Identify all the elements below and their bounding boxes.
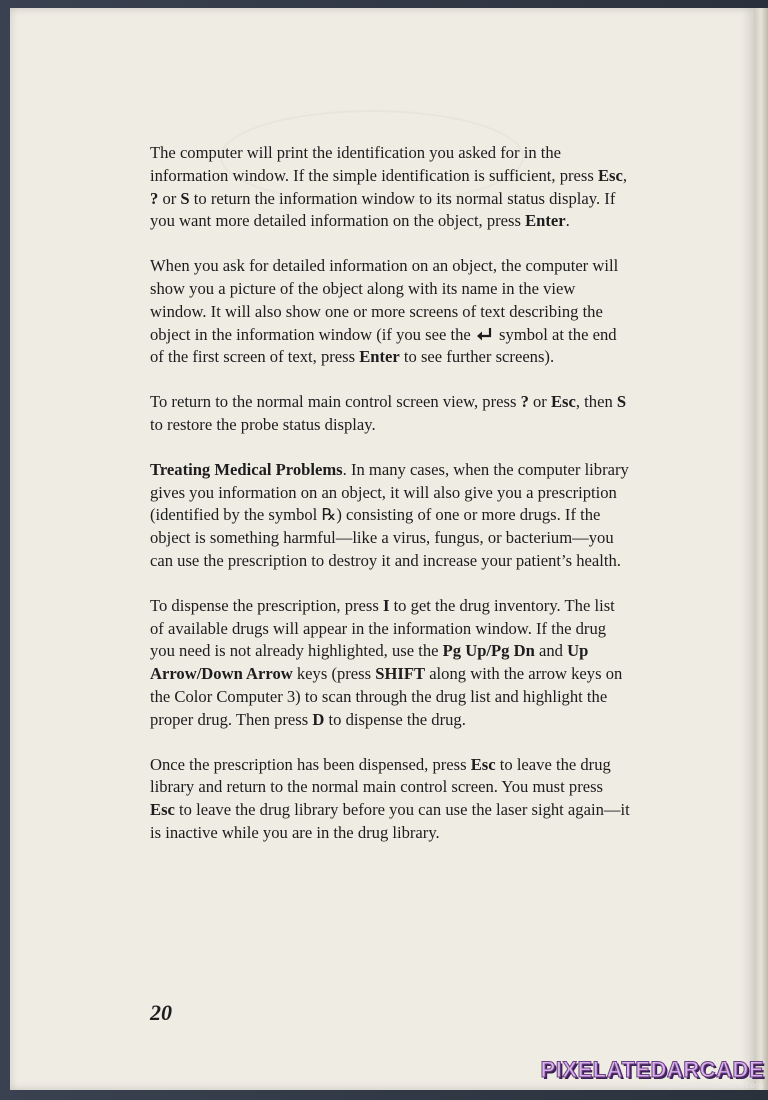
key-enter-2: Enter: [359, 347, 400, 367]
paragraph-dispense: To dispense the prescription, press I to get the drug inventory. The list of available drugs will appear in the information window. If the drug you need is not already highlighted, use the Pg Up/Pg Dn and Up Arrow/Down Arrow keys (press SHIFT along with the arrow keys on the Color Computer 3) to scan through the drug list and highlight the proper drug. Then press D to dispense the drug.: [150, 595, 623, 729]
key-s: S: [180, 188, 190, 208]
key-question-2: ?: [520, 392, 529, 412]
key-esc-2: Esc: [550, 392, 576, 412]
paragraph-return-view: To return to the normal main control screen view, press ? or Esc, then S to restore the probe status display.: [150, 392, 627, 434]
prescription-symbol: ℞: [321, 505, 337, 525]
paragraph-treating-medical-problems: Treating Medical Problems. In many cases, when the computer library gives you information on an object, it will also give you a prescription (identified by the symbol ℞) consisting of one or more drugs. If the object is something harmful—like a virus, fungus, or bacterium—you can use the prescription to destroy it and increase your patient’s health.: [150, 459, 629, 570]
paragraph-detailed-information: When you ask for detailed information on an object, the computer will show you a picture of the object along with its name in the view window. It will also show one or more screens of text describing the object in the information window (if you see the symbol at the end of the first screen of text, press Enter to see further screens).: [150, 256, 619, 367]
page-number: 20: [150, 1000, 172, 1025]
key-shift: SHIFT: [375, 664, 426, 684]
watermark: [541, 1057, 764, 1090]
key-enter: Enter: [525, 211, 566, 231]
key-d: D: [312, 709, 325, 729]
paragraph-after-dispense: Once the prescription has been dispensed, press Esc to leave the drug library and return to the normal main control screen. You must press Esc to leave the drug library before you can use the laser sight again—it is inactive while you are in the drug library.: [150, 754, 630, 842]
section-heading: Treating Medical Problems: [150, 459, 343, 479]
page-body-text: [150, 142, 630, 867]
key-i: I: [382, 595, 390, 615]
key-pgup-pgdn: Pg Up/Pg Dn: [442, 641, 535, 661]
key-question: ?: [150, 188, 159, 208]
paragraph-identification: The computer will print the identification you asked for in the information window. If the simple identification is sufficient, press Esc, ? or S to return the information window to its normal status display. If you want more detailed information on the object, press Enter.: [150, 143, 627, 231]
key-s-2: S: [616, 392, 627, 412]
key-esc-4: Esc: [150, 800, 175, 820]
page-spine-edge: [754, 8, 768, 1090]
watermark-url: www.pixelatedarcade.com: [647, 1081, 764, 1090]
watermark-logo: PIXELATEDARCADE: [540, 1057, 764, 1082]
return-arrow-icon: [475, 327, 495, 341]
key-esc: Esc: [597, 165, 623, 185]
key-arrows: Up Arrow/Down Arrow: [150, 641, 589, 684]
key-esc-3: Esc: [470, 754, 496, 774]
